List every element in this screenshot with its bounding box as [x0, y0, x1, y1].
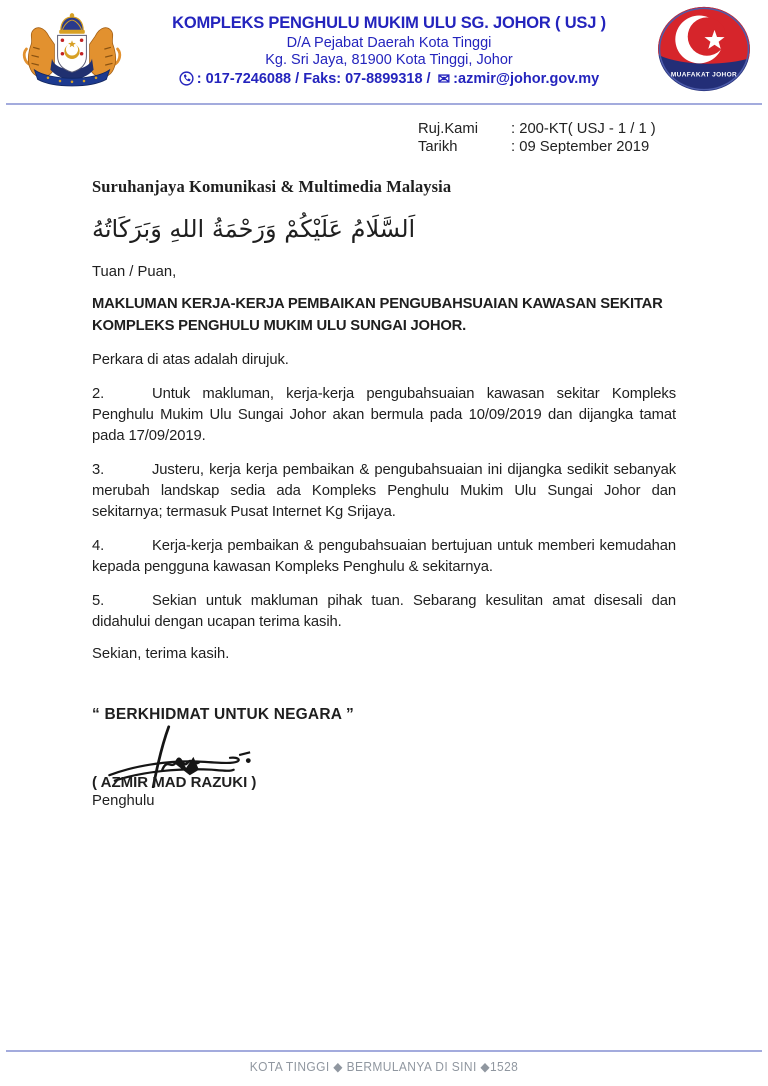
- letter-paragraph: [92, 460, 676, 523]
- paragraph-number: 3.: [92, 462, 105, 478]
- letter-paragraph: [92, 536, 676, 578]
- paragraph-text: Justeru, kerja kerja pembaikan & pengubahsuaian ini dijangka sedikit sebanyak merubah landskap sedia ada Kompleks Penghulu Mukim Ulu Sungai Johor dan sekitarnya; termasuk Pusat Internet Kg Srijaya.: [92, 462, 676, 520]
- date-value: : 09 September 2019: [511, 138, 650, 155]
- letterhead: [0, 0, 768, 101]
- closing-line: Sekian, terima kasih.: [92, 646, 230, 662]
- paragraph-number: 5.: [92, 593, 105, 609]
- muafakat-johor-badge: [654, 5, 754, 98]
- footer-text: KOTA TINGGI ◆ BERMULANYA DI SINI ◆1528: [249, 1060, 519, 1074]
- paragraph-text: Sekian untuk makluman pihak tuan. Sebarang kesulitan amat disesali dan didahului dengan ucapan terima kasih.: [92, 593, 676, 630]
- envelope-icon: ✉: [437, 71, 451, 89]
- ref-number-row: [418, 121, 676, 139]
- signatory-name: ( AZMIR MAD RAZUKI ): [92, 774, 257, 791]
- paragraph-number: 2.: [92, 386, 105, 402]
- letterhead-text: [124, 13, 654, 89]
- footer-rule: [6, 1050, 762, 1052]
- johor-crest-icon: [20, 5, 124, 98]
- ref-value: : 200-KT( USJ - 1 / 1 ): [511, 121, 656, 137]
- signatory-title: Penghulu: [92, 793, 155, 809]
- date-label: Tarikh: [418, 138, 458, 155]
- letter-body: [0, 177, 768, 809]
- badge-caption: MUAFAKAT JOHOR: [670, 71, 738, 79]
- address-line-2: Kg. Sri Jaya, 81900 Kota Tinggi, Johor: [265, 52, 513, 69]
- phone-fax-text: : 017-7246088 / Faks: 07-8899318 /: [196, 71, 431, 88]
- phone-icon: [179, 71, 194, 90]
- org-name: KOMPLEKS PENGHULU MUKIM ULU SG. JOHOR ( USJ ): [172, 14, 606, 33]
- subject-line-2: KOMPLEKS PENGHULU MUKIM ULU SUNGAI JOHOR.: [92, 318, 467, 334]
- email-text: :azmir@johor.gov.my: [453, 71, 600, 88]
- letter-paragraph: Perkara di atas adalah dirujuk.: [92, 352, 289, 368]
- letter-paragraph: [92, 384, 676, 447]
- recipient-name: Suruhanjaya Komunikasi & Multimedia Malaysia: [92, 177, 452, 196]
- letter-paragraph: [92, 591, 676, 633]
- motto-line: “ BERKHIDMAT UNTUK NEGARA ”: [92, 706, 354, 723]
- paragraph-text: Untuk makluman, kerja-kerja pengubahsuaian kawasan sekitar Kompleks Penghulu Mukim Ulu Sungai Johor akan bermula pada 10/09/2019 dan dijangka tamat pada 17/09/2019.: [92, 386, 676, 444]
- contact-line: [124, 71, 654, 90]
- page-footer: [0, 1050, 768, 1074]
- salutation: Tuan / Puan,: [92, 264, 177, 280]
- header-rule: [6, 103, 762, 105]
- islamic-greeting: اَلسَّلَامُ عَلَيْكُمْ وَرَحْمَةُ اللهِ وَبَرَكَاتُهُ: [92, 215, 416, 243]
- subject-line-1: MAKLUMAN KERJA-KERJA PEMBAIKAN PENGUBAHSUAIAN KAWASAN SEKITAR: [92, 296, 663, 312]
- paragraph-number: 4.: [92, 538, 105, 554]
- ref-label: Ruj.Kami: [418, 121, 479, 137]
- reference-block: [418, 121, 676, 156]
- date-row: [418, 139, 676, 157]
- paragraph-text: Kerja-kerja pembaikan & pengubahsuaian bertujuan untuk memberi kemudahan kepada pengguna kawasan Kompleks Penghulu & sekitarnya.: [92, 538, 676, 575]
- subject-heading: [92, 293, 676, 337]
- address-line-1: D/A Pejabat Daerah Kota Tinggi: [286, 34, 492, 51]
